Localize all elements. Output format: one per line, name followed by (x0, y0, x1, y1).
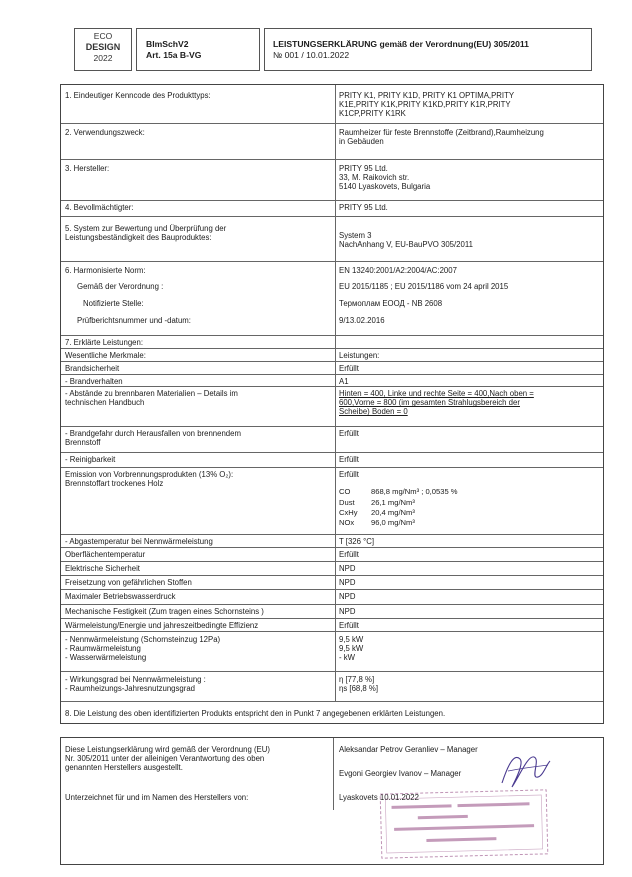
manufacturer-value: PRITY 95 Ltd. 33, M. Raikovich str. 5140 Lyaskovets, Bulgaria (339, 164, 431, 192)
harmonised-standard-value: EN 13240:2001/A2:2004/AC:2007 (339, 266, 457, 275)
max-water-pressure-label: Maximaler Betriebswasserdruck (65, 592, 176, 601)
nominal-heat-output-value: 9,5 kW 9,5 kW - kW (339, 635, 364, 663)
eco-line-1: ECO (93, 31, 113, 41)
mechanical-strength-label: Mechanische Festigkeit (Zum tragen eines Schornsteins ) (65, 607, 264, 616)
performance-header: Leistungen: (339, 351, 380, 360)
electrical-safety-value: NPD (339, 564, 356, 573)
intended-use-label: 2. Verwendungszweck: (65, 128, 145, 137)
handwritten-signature (498, 745, 554, 795)
document-number: № 001 / 10.01.2022 (273, 49, 350, 60)
emission-name-nox: NOx (339, 518, 355, 527)
reaction-to-fire-label: - Brandverhalten (65, 377, 123, 386)
nominal-heat-output-label: - Nennwärmeleistung (Schornsteinzug 12Pa) - Raumwärmeleistung - Wasserwärmeleistung (65, 635, 221, 663)
max-water-pressure-value: NPD (339, 592, 356, 601)
eco-line-2: DESIGN (85, 41, 121, 52)
document-title: LEISTUNGSERKLÄRUNG gemäß der Verordnung(EU) 305/2011 (273, 39, 529, 49)
heat-output-efficiency-label: Wärmeleistung/Energie und jahreszeitbedingte Effizienz (65, 621, 259, 630)
electrical-safety-label: Elektrische Sicherheit (65, 564, 140, 573)
surface-temp-value: Erfüllt (339, 550, 359, 559)
mechanical-strength-value: NPD (339, 607, 356, 616)
fire-safety-value: Erfüllt (339, 364, 359, 373)
emission-value-nox: 96,0 mg/Nm³ (371, 518, 415, 527)
regulation-line-1: BImSchV2 (146, 39, 189, 49)
efficiency-label: - Wirkungsgrad bei Nennwärmeleistung : - Raumheizungs-Jahresnutzungsgrad (65, 675, 206, 694)
assessment-system-label: 5. System zur Bewertung und Überprüfung der Leistungsbeständigkeit des Bauproduktes: (65, 224, 227, 243)
heat-output-efficiency-value: Erfüllt (339, 621, 359, 630)
distances-label: - Abstände zu brennbaren Materialien – Details im technischen Handbuch (65, 389, 238, 408)
product-code-label: 1. Eindeutiger Kenncode des Produkttyps: (65, 91, 211, 100)
cleanability-value: Erfüllt (339, 455, 359, 464)
emission-name-co: CO (339, 487, 351, 496)
regulation-box (136, 28, 260, 71)
efficiency-value: η [77,8 %] ηs [68,8 %] (339, 675, 379, 694)
test-report-label: Prüfberichtsnummer und -datum: (77, 316, 191, 325)
regulation-label: Gemäß der Verordnung : (77, 282, 164, 291)
burning-fuel-risk-label: - Brandgefahr durch Herausfallen von brennendem Brennstoff (65, 429, 241, 448)
company-stamp (377, 786, 551, 862)
regulation-value: EU 2015/1185 ; EU 2015/1186 vom 24 april 2015 (339, 282, 509, 291)
product-code-value: PRITY K1, PRITY K1D, PRITY K1 OPTIMA,PRITY K1E,PRITY K1K,PRITY K1KD,PRITY K1R,PRITY K1CP,PRITY K1RK (339, 91, 515, 119)
signed-for-label: Unterzeichnet für und im Namen des Herstellers von: (65, 793, 249, 802)
conformity-statement: 8. Die Leistung des oben identifizierten Produkts entspricht den in Punkt 7 angegebenen erklärten Leistungen. (65, 709, 446, 718)
eco-design-box (74, 28, 132, 71)
regulation-line-2: Art. 15a B-VG (146, 49, 202, 60)
manager-2-name: Evgoni Georgiev Ivanov – Manager (339, 769, 462, 778)
emission-name-cxhy: CxHy (339, 508, 358, 517)
notified-body-value: Термоплам ЕООД - NB 2608 (339, 299, 443, 308)
surface-temp-label: Oberflächentemperatur (65, 550, 146, 559)
harmonised-standard-label: 6. Harmonisierte Norm: (65, 266, 146, 275)
representative-value: PRITY 95 Ltd. (339, 203, 388, 212)
emission-value-cxhy: 20,4 mg/Nm³ (371, 508, 415, 517)
fire-safety-label: Brandsicherheit (65, 364, 120, 373)
distances-value: Hinten = 400, Linke und rechte Seite = 400,Nach oben = 600,Vorne = 800 (im gesamten Strahlugsbereich der Scheibe) Boden = 0 (339, 389, 534, 417)
flue-gas-temp-value: T [326 °C] (339, 537, 375, 546)
responsibility-statement: Diese Leistungserklärung wird gemäß der Verordnung (EU) Nr. 305/2011 unter der alleinigen Verantwortung des oben genannten Herstellers ausgestellt. (65, 745, 270, 773)
dangerous-substances-label: Freisetzung von gefährlichen Stoffen (65, 578, 192, 587)
burning-fuel-risk-value: Erfüllt (339, 429, 359, 438)
manager-1-name: Aleksandar Petrov Geranliev – Manager (339, 745, 478, 754)
representative-label: 4. Bevollmächtigter: (65, 203, 134, 212)
essential-characteristics-header: Wesentliche Merkmale: (65, 351, 146, 360)
column-divider (335, 85, 336, 701)
emission-value-dust: 26,1 mg/Nm³ (371, 498, 415, 507)
emission-name-dust: Dust (339, 498, 355, 507)
cleanability-label: - Reinigbarkeit (65, 455, 116, 464)
test-report-value: 9/13.02.2016 (339, 316, 385, 325)
emission-value: Erfüllt (339, 470, 359, 479)
notified-body-label: Notifizierte Stelle: (83, 299, 144, 308)
dangerous-substances-value: NPD (339, 578, 356, 587)
reaction-to-fire-value: A1 (339, 377, 349, 386)
declared-performance-label: 7. Erklärte Leistungen: (65, 338, 144, 347)
manufacturer-label: 3. Hersteller: (65, 164, 110, 173)
title-box (264, 28, 592, 71)
place-and-date: Lyaskovets 10.01.2022 (339, 793, 419, 802)
emission-label: Emission von Vorbrennungsprodukten (13% O₂): Brennstoffart trockenes Holz (65, 470, 234, 489)
eco-line-3: 2022 (93, 52, 113, 63)
intended-use-value: Raumheizer für feste Brennstoffe (Zeitbrand),Raumheizung in Gebäuden (339, 128, 544, 147)
assessment-system-value: System 3 NachAnhang V, EU-BauPVO 305/2011 (339, 231, 473, 250)
emission-value-co: 868,8 mg/Nm³ ; 0,0535 % (371, 487, 458, 496)
flue-gas-temp-label: - Abgastemperatur bei Nennwärmeleistung (65, 537, 213, 546)
declaration-table (60, 84, 604, 724)
